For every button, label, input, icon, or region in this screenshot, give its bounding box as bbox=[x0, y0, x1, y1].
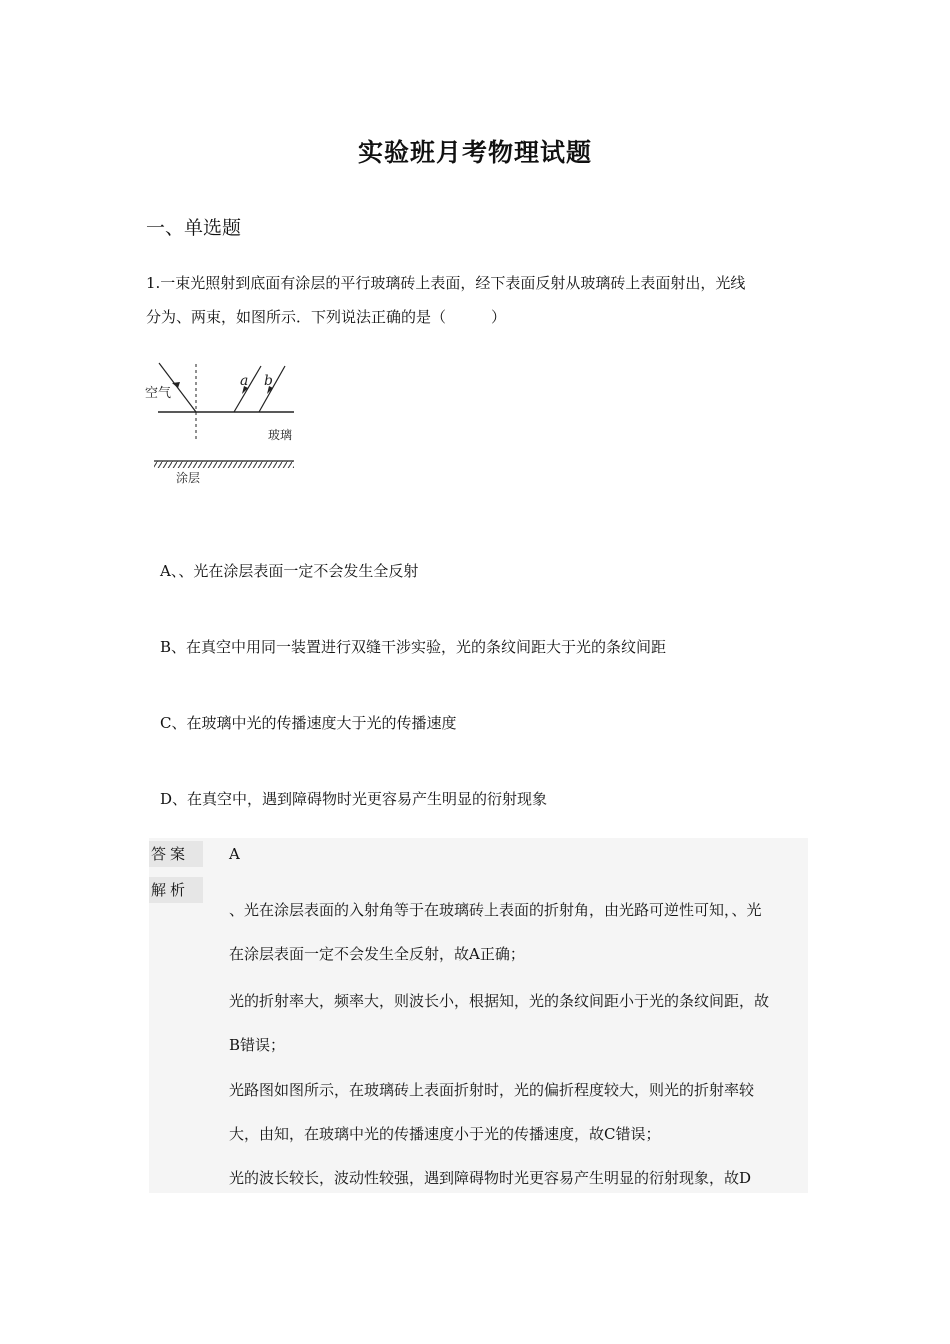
light-path-diagram bbox=[142, 358, 302, 488]
question-stem bbox=[146, 266, 810, 334]
explanation-label: 解析 bbox=[149, 877, 203, 903]
explanation-line: 光路图如图所示，在玻璃砖上表面折射时，光的偏折程度较大，则光的折射率较 bbox=[229, 1081, 755, 1099]
question-line-1: 1.一束光照射到底面有涂层的平行玻璃砖上表面，经下表面反射从玻璃砖上表面射出，光线 bbox=[146, 274, 746, 292]
document-title: 实验班月考物理试题 bbox=[357, 138, 592, 167]
explanation-line: 在涂层表面一定不会发生全反射，故A正确； bbox=[229, 945, 525, 963]
explanation-line: 光的折射率大，频率大，则波长小，根据知，光的条纹间距小于光的条纹间距，故 bbox=[229, 992, 770, 1010]
ray-b-label: b bbox=[264, 373, 273, 389]
coating-hatch bbox=[154, 461, 294, 468]
air-label: 空气 bbox=[145, 386, 172, 401]
ray-a-label: a bbox=[240, 373, 249, 389]
explanation-line: B错误； bbox=[229, 1036, 286, 1054]
answer-panel bbox=[149, 838, 808, 1193]
answer-value: A bbox=[229, 845, 240, 863]
explanation-para-2 bbox=[229, 979, 809, 1067]
explanation-para-3 bbox=[229, 1068, 809, 1156]
answer-label: 答案 bbox=[149, 841, 203, 867]
section-heading: 一、单选题 bbox=[146, 217, 242, 239]
explanation-line: 光的波长较长，波动性较强，遇到障碍物时光更容易产生明显的衍射现象，故D bbox=[229, 1169, 752, 1187]
option-a: A、、光在涂层表面一定不会发生全反射 bbox=[160, 562, 419, 580]
incident-arrow-icon bbox=[172, 382, 180, 388]
coating-label: 涂层 bbox=[176, 471, 201, 485]
optics-figure bbox=[142, 358, 302, 488]
glass-label: 玻璃 bbox=[268, 428, 293, 442]
explanation-line: 、光在涂层表面的入射角等于在玻璃砖上表面的折射角，由光路可逆性可知，、光 bbox=[229, 901, 762, 919]
explanation-para-1 bbox=[229, 888, 809, 976]
option-c: C、在玻璃中光的传播速度大于光的传播速度 bbox=[160, 714, 457, 732]
question-line-2: 分为、两束，如图所示．下列说法正确的是（ ） bbox=[146, 308, 507, 326]
explanation-line: 大，由知，在玻璃中光的传播速度小于光的传播速度，故C错误； bbox=[229, 1125, 661, 1143]
option-d: D、在真空中，遇到障碍物时光更容易产生明显的衍射现象 bbox=[160, 790, 548, 808]
option-b: B、在真空中用同一装置进行双缝干涉实验，光的条纹间距大于光的条纹间距 bbox=[160, 638, 667, 656]
explanation-para-4 bbox=[229, 1156, 809, 1200]
